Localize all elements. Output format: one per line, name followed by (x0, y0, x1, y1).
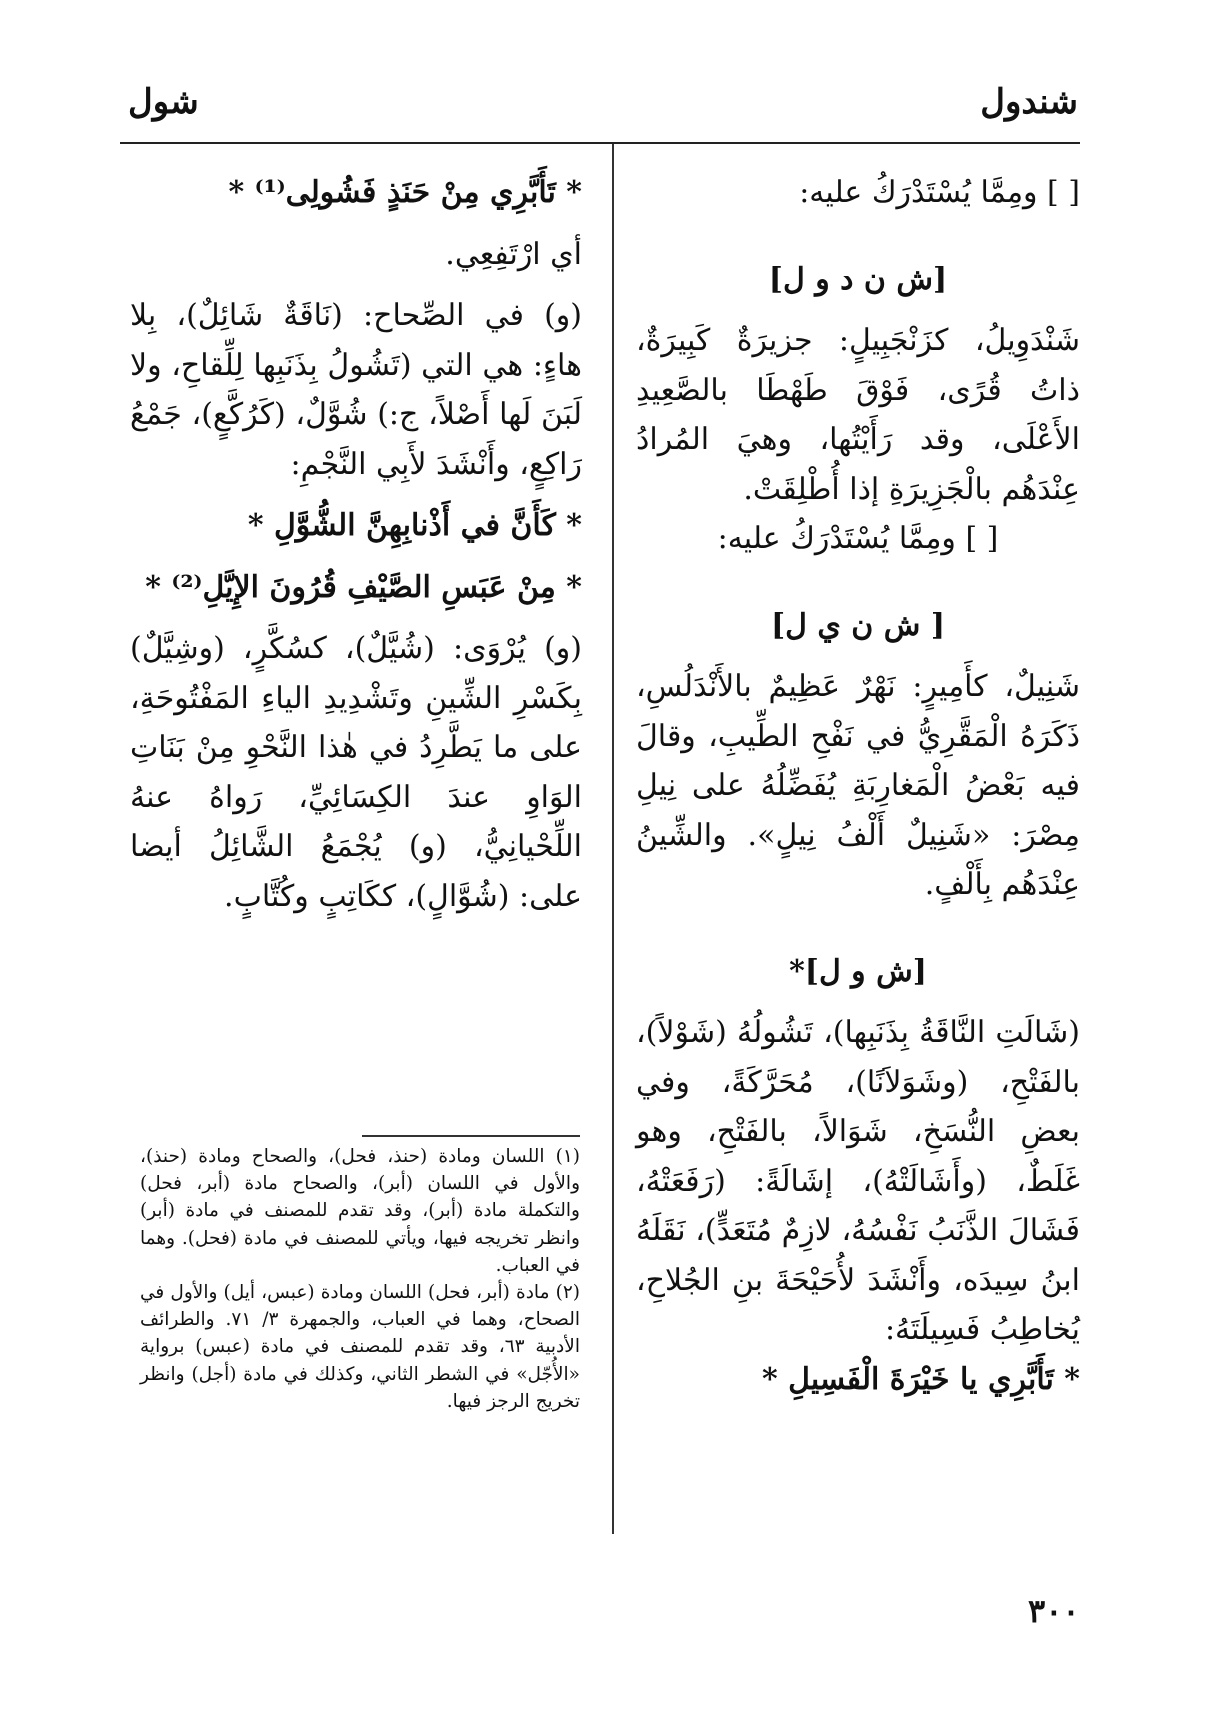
running-header-left: شول (128, 82, 199, 122)
page-number: ٣٠٠ (1028, 1592, 1080, 1630)
verse-line: * تَأَبَّرِي يا خَيْرَةَ الْفَسِيلِ * (761, 1361, 1080, 1397)
footnotes (140, 1143, 580, 1415)
right-column (636, 168, 1080, 1404)
verse-line: * كَأَنَّ في أَذْنابِهِنَّ الشُّوَّلِ * (247, 508, 582, 543)
footnote-1: (١) اللسان ومادة (حنذ، فحل)، والصحاح ومادة (حنذ)، والأول في اللسان (أبر)، والصحاح مادة (أبر، فحل) والتكملة مادة (أبر)، وقد تقدم للمصنف في مادة (أبر) وانظر تخريجه فيها، ويأتي للمصنف في مادة (فحل). وهما في العباب. (140, 1146, 580, 1276)
footnote-rule (362, 1135, 580, 1137)
footnote-2: (٢) مادة (أبر، فحل) اللسان ومادة (عبس، أيل) والأول في الصحاح، وهما في العباب، والجمهرة ٣/ ٧١. والطرائف الأدبية ٦٣، وقد تقدم للمصنف في مادة (عبس) برواية «الأُجّل» في الشطر الثاني، وكذلك في مادة (أجل) وانظر تخريج الرجز فيها. (140, 1282, 580, 1412)
entry-heading: [ش و ل]* (789, 953, 927, 989)
entry-paragraph: شَنِيلٌ، كأَمِيرٍ: نَهْرٌ عَظِيمٌ بالأَنْدَلُسِ، ذَكَرَهُ الْمَقَّرِيُّ في نَفْحِ الطِّيبِ، وقالَ فيه بَعْضُ الْمَغارِبَةِ يُفَضِّلُهُ على نِيلِ مِصْرَ: «شَنِيلٌ أَلْفُ نِيلٍ». والشِّينُ عِنْدَهُم بِأَلْفٍ. (636, 669, 1080, 902)
header-rule (120, 142, 1080, 144)
verse-line: * مِنْ عَبَسِ الصَّيْفِ قُرُونَ الإِيَّلِ⁽²⁾ * (145, 569, 582, 605)
entry-paragraph: (شَالَتِ النَّاقَةُ بِذَنَبِها)، تَشُولُهُ (شَوْلاً)، بالفَتْحِ، (وشَوَلاَنًا)، مُحَرَّكَةً، وفي بعضِ النُّسَخِ، شَوَالاً، بالفَتْحِ، وهو غَلَطٌ، (وأَشَالَتْهُ)، إشَالَةً: (رَفَعَتْهُ، فَشَالَ الذَّنَبُ نَفْسُهُ، لازِمٌ مُتَعَدٍّ)، نَقَلَهُ ابنُ سِيدَه، وأَنْشَدَ لأُحَيْحَةَ بنِ الجُلاحِ، يُخاطِبُ فَسِيلَتَهُ: (636, 1015, 1080, 1347)
column-divider (612, 144, 614, 1534)
entry-paragraph: (و) في الصِّحاح: (نَاقَةٌ شَائِلٌ)، بِلا هاءٍ: هي التي (تَشُولُ بِذَنَبِها لِلِّقاحِ، ولا لَبَنَ لَها أَصْلاً، ج:) شُوَّلٌ، (كَرُكَّعٍ)، جَمْعُ رَاكِعٍ، وأَنْشَدَ لأَبِي النَّجْمِ: (130, 298, 582, 482)
entry-paragraph: (و) يُرْوَى: (شُيَّلٌ)، كسُكَّرٍ، (وشِيَّلٌ) بِكَسْرِ الشِّينِ وتَشْدِيدِ الياءِ المَفْتُوحَةِ، على ما يَطَّرِدُ في هٰذا النَّحْوِ مِنْ بَنَاتِ الوَاوِ عندَ الكِسَائِيِّ، رَواهُ عنهُ اللِّحْيانِيُّ، (و) يُجْمَعُ الشَّائِلُ أيضا على: (شُوَّالٍ)، ككَاتِبٍ وكُتَّابٍ. (130, 631, 582, 914)
verse-line: * تَأَبَّرِي مِنْ حَنَذٍ فَشُولِى⁽¹⁾ * (228, 175, 582, 210)
left-column (130, 168, 582, 921)
addendum-note: [ ] ومِمَّا يُسْتَدْرَكُ عليه: (717, 521, 999, 556)
gloss-line: أي ارْتَفِعِي. (445, 236, 582, 272)
entry-paragraph: شَنْدَوِيلُ، كزَنْجَبِيلٍ: جزيرَةٌ كَبِيرَةٌ، ذاتُ قُرًى، فَوْقَ طَهْطَا بالصَّعِيدِ الأَعْلَى، وقد رَأَيْتُها، وهيَ المُرادُ عِنْدَهُم بالْجَزِيرَةِ إذا أُطْلِقَتْ. (636, 323, 1080, 507)
running-header-right: شندول (980, 82, 1078, 122)
entry-heading: [ ش ن ي ل] (770, 607, 946, 643)
entry-heading: [ش ن د و ل] (768, 261, 948, 297)
addendum-note: [ ] ومِمَّا يُسْتَدْرَكُ عليه: (799, 175, 1080, 210)
